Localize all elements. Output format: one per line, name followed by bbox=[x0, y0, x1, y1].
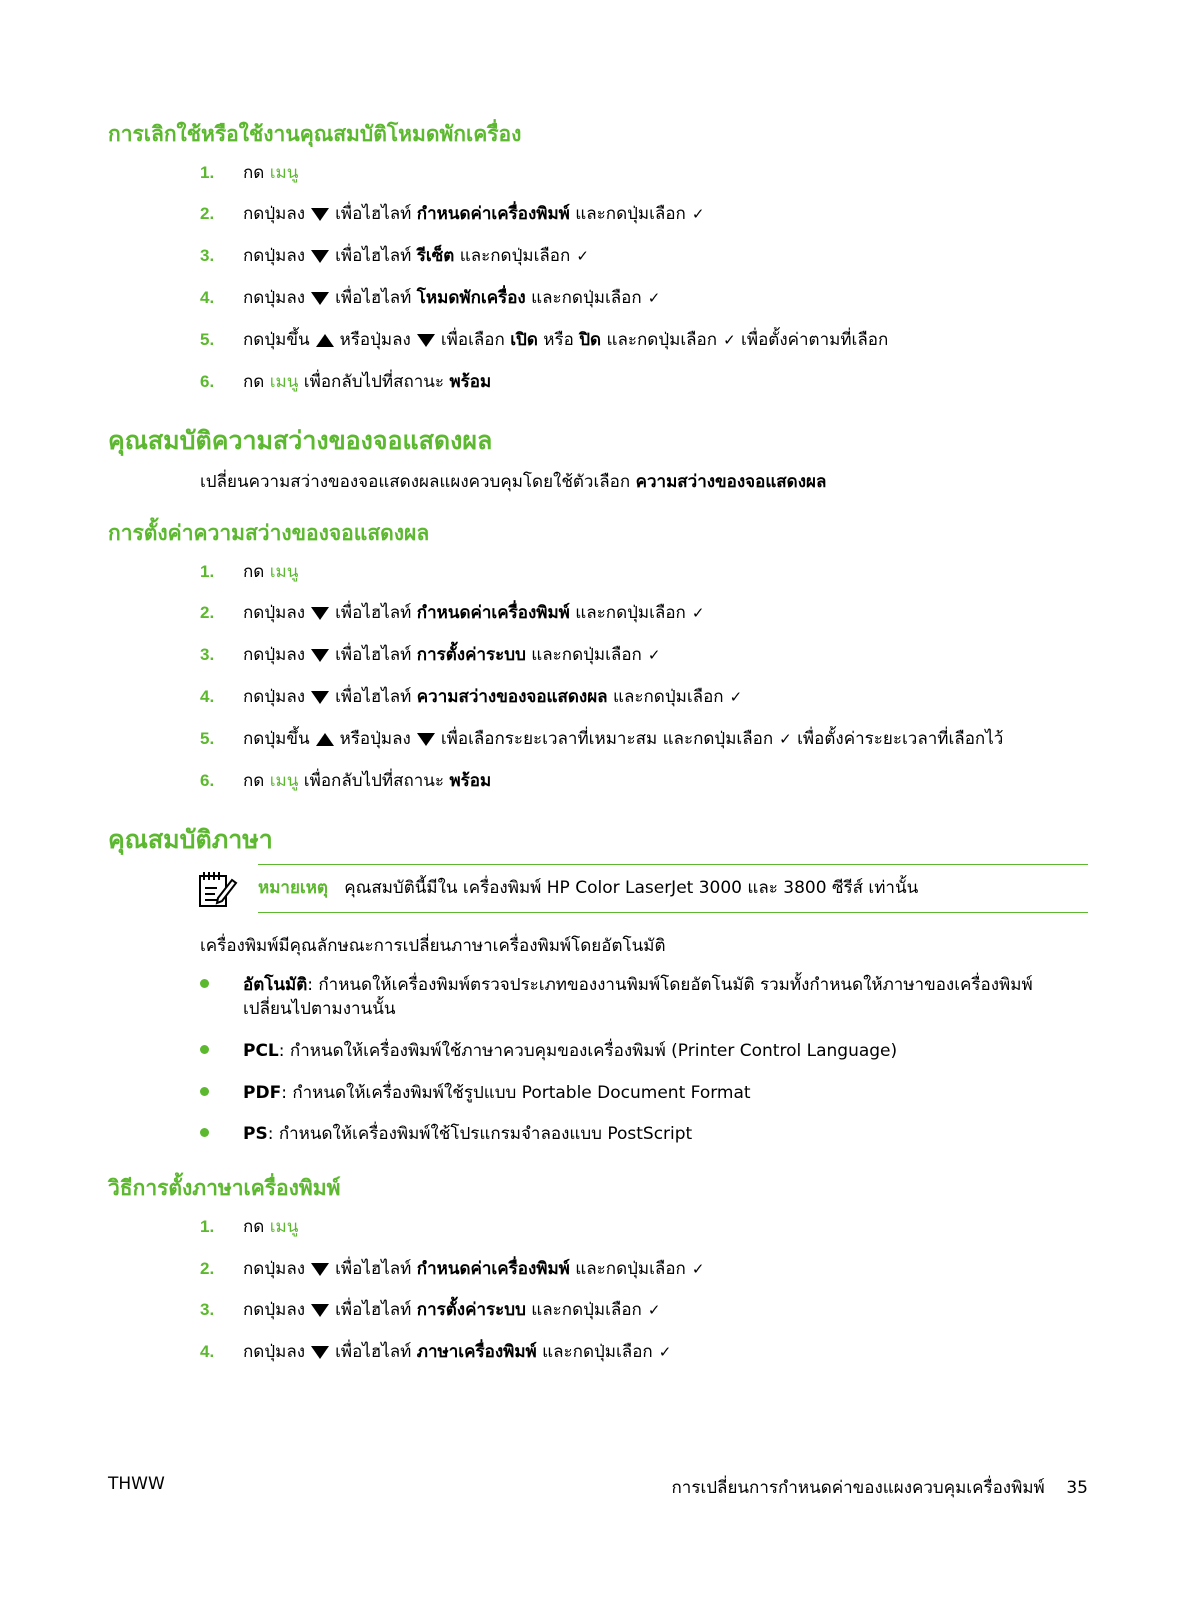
down-arrow-icon bbox=[311, 691, 329, 704]
checkmark-icon: ✓ bbox=[647, 289, 661, 307]
note-rule-top bbox=[258, 864, 1088, 865]
menu-key: เมนู bbox=[269, 771, 299, 791]
bullet-dot bbox=[200, 979, 209, 988]
checkmark-icon: ✓ bbox=[691, 205, 705, 223]
note-pad-icon bbox=[196, 868, 238, 910]
bullet-dot bbox=[200, 1128, 209, 1137]
down-arrow-icon bbox=[311, 607, 329, 620]
heading-set-brightness: การตั้งค่าความสว่างของจอแสดงผล bbox=[108, 521, 430, 545]
checkmark-icon: ✓ bbox=[729, 688, 743, 706]
checkmark-icon: ✓ bbox=[647, 1301, 661, 1319]
language-intro: เครื่องพิมพ์มีคุณลักษณะการเปลี่ยนภาษาเครื่องพิมพ์โดยอัตโนมัติ bbox=[200, 936, 666, 956]
down-arrow-icon bbox=[417, 733, 435, 746]
bullet-dot bbox=[200, 1087, 209, 1096]
heading-sleep-mode: การเลิกใช้หรือใช้งานคุณสมบัติโหมดพักเครื่อง bbox=[108, 122, 522, 146]
down-arrow-icon bbox=[311, 250, 329, 263]
down-arrow-icon bbox=[311, 649, 329, 662]
footer-title: การเปลี่ยนการกำหนดค่าของแผงควบคุมเครื่องพิมพ์ bbox=[671, 1478, 1045, 1498]
menu-key: เมนู bbox=[269, 562, 299, 582]
down-arrow-icon bbox=[311, 208, 329, 221]
menu-key: เมนู bbox=[269, 1217, 299, 1237]
note-label: หมายเหตุ bbox=[258, 878, 328, 898]
note-rule-bottom bbox=[258, 912, 1088, 913]
heading-language: คุณสมบัติภาษา bbox=[108, 825, 273, 854]
checkmark-icon: ✓ bbox=[647, 646, 661, 664]
footer-left: THWW bbox=[108, 1474, 165, 1494]
checkmark-icon: ✓ bbox=[576, 247, 589, 265]
checkmark-icon: ✓ bbox=[658, 1343, 672, 1361]
down-arrow-icon bbox=[311, 1304, 329, 1317]
brightness-intro: เปลี่ยนความสว่างของจอแสดงผลแผงควบคุมโดยใช้ตัวเลือก ความสว่างของจอแสดงผล bbox=[200, 472, 827, 492]
list-item: PDF: กำหนดให้เครื่องพิมพ์ใช้รูปแบบ Portable Document Format bbox=[200, 1081, 1080, 1105]
up-arrow-icon bbox=[316, 733, 334, 746]
heading-set-printer-language: วิธีการตั้งภาษาเครื่องพิมพ์ bbox=[108, 1176, 341, 1200]
checkmark-icon: ✓ bbox=[691, 1260, 705, 1278]
page-number: 35 bbox=[1066, 1478, 1088, 1498]
note-text: หมายเหตุ คุณสมบัตินี้มีใน เครื่องพิมพ์ HP Color LaserJet 3000 และ 3800 ซีรีส์ เท่านั้น bbox=[258, 878, 919, 898]
list-item: PS: กำหนดให้เครื่องพิมพ์ใช้โปรแกรมจำลองแบบ PostScript bbox=[200, 1122, 1080, 1146]
footer-right bbox=[671, 1474, 1088, 1501]
heading-display-brightness: คุณสมบัติความสว่างของจอแสดงผล bbox=[108, 426, 493, 455]
checkmark-icon: ✓ bbox=[779, 730, 792, 748]
up-arrow-icon bbox=[316, 334, 334, 347]
menu-key: เมนู bbox=[269, 372, 299, 392]
bullet-dot bbox=[200, 1045, 209, 1054]
list-item: อัตโนมัติ: กำหนดให้เครื่องพิมพ์ตรวจประเภทของงานพิมพ์โดยอัตโนมัติ รวมทั้งกำหนดให้ภาษาของเครื่องพิมพ์เปลี่ยนไปตามงานนั้น bbox=[200, 973, 1080, 1021]
list-item: PCL: กำหนดให้เครื่องพิมพ์ใช้ภาษาควบคุมของเครื่องพิมพ์ (Printer Control Language) bbox=[200, 1039, 1080, 1063]
down-arrow-icon bbox=[311, 292, 329, 305]
down-arrow-icon bbox=[311, 1263, 329, 1276]
down-arrow-icon bbox=[417, 334, 435, 347]
menu-key: เมนู bbox=[269, 163, 299, 183]
down-arrow-icon bbox=[311, 1346, 329, 1359]
checkmark-icon: ✓ bbox=[691, 604, 705, 622]
checkmark-icon: ✓ bbox=[723, 331, 736, 349]
